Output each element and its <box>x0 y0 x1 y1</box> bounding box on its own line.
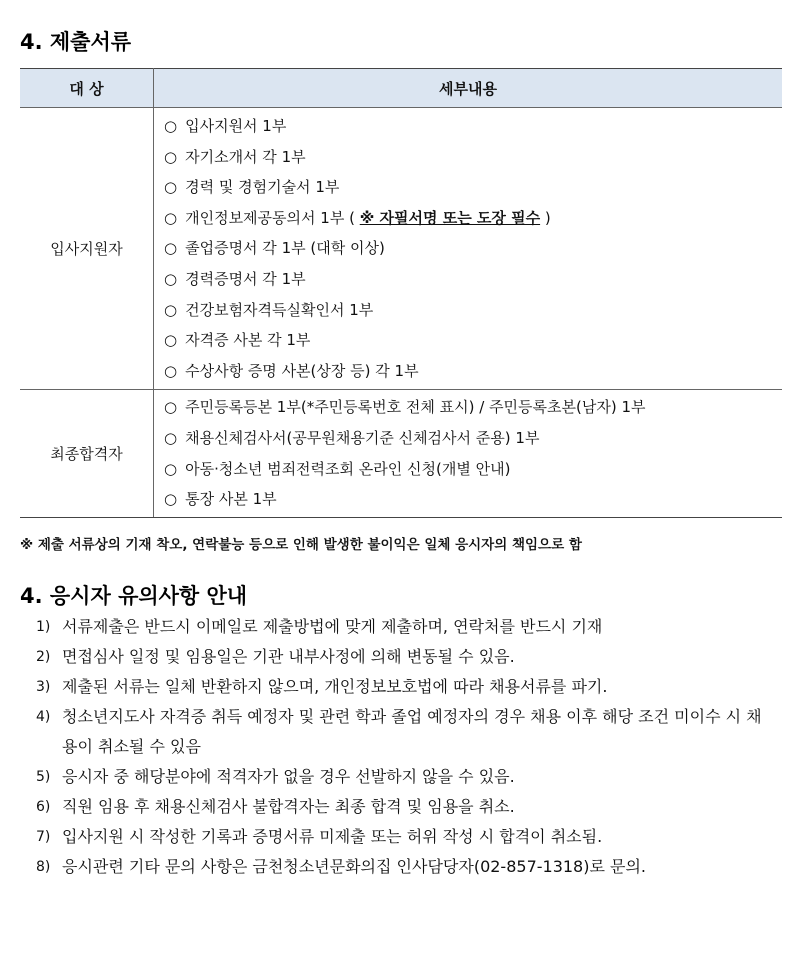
item-text: 응시관련 기타 문의 사항은 금천청소년문화의집 인사담당자(02-857-1318)로 문의. <box>62 857 647 876</box>
item-text: 제출된 서류는 일체 반환하지 않으며, 개인정보보호법에 따라 채용서류를 파기. <box>62 677 608 696</box>
list-item <box>164 356 782 387</box>
items-cell <box>154 108 783 390</box>
item-number: 3) <box>36 679 51 695</box>
list-item <box>36 702 776 762</box>
documents-table <box>20 68 782 518</box>
circle-bullet-icon: ○ <box>164 490 178 509</box>
header-details: 세부내용 <box>154 69 783 108</box>
circle-bullet-icon: ○ <box>164 178 178 197</box>
list-item <box>164 264 782 295</box>
circle-bullet-icon: ○ <box>164 459 178 478</box>
list-item <box>36 822 776 852</box>
circle-bullet-icon: ○ <box>164 331 178 350</box>
item-text: 주민등록등본 1부(*주민등록번호 전체 표시) / 주민등록초본(남자) 1부 <box>185 398 646 417</box>
item-text: 면접심사 일정 및 임용일은 기관 내부사정에 의해 변동될 수 있음. <box>62 647 515 666</box>
section-title-notes: 4. 응시자 유의사항 안내 <box>20 584 248 608</box>
item-text: 입사지원 시 작성한 기록과 증명서류 미제출 또는 허위 작성 시 합격이 취소됨. <box>62 827 603 846</box>
item-text: 경력 및 경험기술서 1부 <box>185 178 340 197</box>
section-title-documents: 4. 제출서류 <box>20 30 132 54</box>
item-text: 채용신체검사서(공무원채용기준 신체검사서 준용) 1부 <box>185 428 540 447</box>
item-text: 건강보험자격득실확인서 1부 <box>185 300 374 319</box>
circle-bullet-icon: ○ <box>164 361 178 380</box>
item-text: 직원 임용 후 채용신체검사 불합격자는 최종 합격 및 임용을 취소. <box>62 797 515 816</box>
item-text: 응시자 중 해당분야에 적격자가 없을 경우 선발하지 않을 수 있음. <box>62 767 515 786</box>
items-cell <box>154 390 783 517</box>
circle-bullet-icon: ○ <box>164 269 178 288</box>
table-row <box>20 390 782 517</box>
item-text: 청소년지도사 자격증 취득 예정자 및 관련 학과 졸업 예정자의 경우 채용 이후 해당 조건 미이수 시 채용이 취소될 수 있음 <box>62 707 762 756</box>
list-item <box>164 423 782 454</box>
circle-bullet-icon: ○ <box>164 208 178 227</box>
document-list <box>154 390 782 516</box>
item-text: 졸업증명서 각 1부 (대학 이상) <box>185 239 385 258</box>
item-text: 경력증명서 각 1부 <box>185 269 306 288</box>
circle-bullet-icon: ○ <box>164 239 178 258</box>
item-text: 서류제출은 반드시 이메일로 제출방법에 맞게 제출하며, 연락처를 반드시 기재 <box>62 617 603 636</box>
item-text: 아동·청소년 범죄전력조회 온라인 신청(개별 안내) <box>185 459 511 478</box>
list-item <box>164 142 782 173</box>
item-number: 6) <box>36 799 51 815</box>
list-item <box>164 172 782 203</box>
circle-bullet-icon: ○ <box>164 147 178 166</box>
list-item <box>164 111 782 142</box>
item-number: 5) <box>36 769 51 785</box>
header-target: 대 상 <box>20 69 154 108</box>
circle-bullet-icon: ○ <box>164 300 178 319</box>
list-item <box>164 203 782 234</box>
list-item <box>164 233 782 264</box>
list-item <box>36 762 776 792</box>
list-item <box>36 672 776 702</box>
category-cell: 입사지원자 <box>20 108 154 390</box>
list-item <box>36 642 776 672</box>
table-row <box>20 108 782 390</box>
item-text: 자격증 사본 각 1부 <box>185 331 311 350</box>
category-cell: 최종합격자 <box>20 390 154 517</box>
emphasis-note: ※ 자필서명 또는 도장 필수 <box>359 208 541 227</box>
item-number: 8) <box>36 859 51 875</box>
circle-bullet-icon: ○ <box>164 117 178 135</box>
list-item <box>164 454 782 485</box>
notes-list <box>36 612 776 882</box>
item-number: 7) <box>36 829 51 845</box>
circle-bullet-icon: ○ <box>164 398 178 417</box>
list-item <box>164 295 782 326</box>
item-text: 자기소개서 각 1부 <box>185 147 306 166</box>
table-header-row <box>20 69 782 108</box>
item-text: 통장 사본 1부 <box>185 490 277 509</box>
item-number: 4) <box>36 709 51 725</box>
item-number: 2) <box>36 649 51 665</box>
list-item <box>164 325 782 356</box>
list-item <box>36 612 776 642</box>
item-number: 1) <box>36 619 51 635</box>
list-item <box>36 852 776 882</box>
document-list <box>154 108 782 389</box>
item-text: 수상사항 증명 사본(상장 등) 각 1부 <box>185 361 419 380</box>
responsibility-notice: ※ 제출 서류상의 기재 착오, 연락불능 등으로 인해 발생한 불이익은 일체 응시자의 책임으로 함 <box>20 537 582 553</box>
list-item <box>164 392 782 423</box>
item-text: 개인정보제공동의서 1부 ( <box>185 208 355 227</box>
item-suffix: ) <box>544 208 551 227</box>
list-item <box>164 484 782 515</box>
list-item <box>36 792 776 822</box>
item-text: 입사지원서 1부 <box>185 117 287 135</box>
circle-bullet-icon: ○ <box>164 428 178 447</box>
